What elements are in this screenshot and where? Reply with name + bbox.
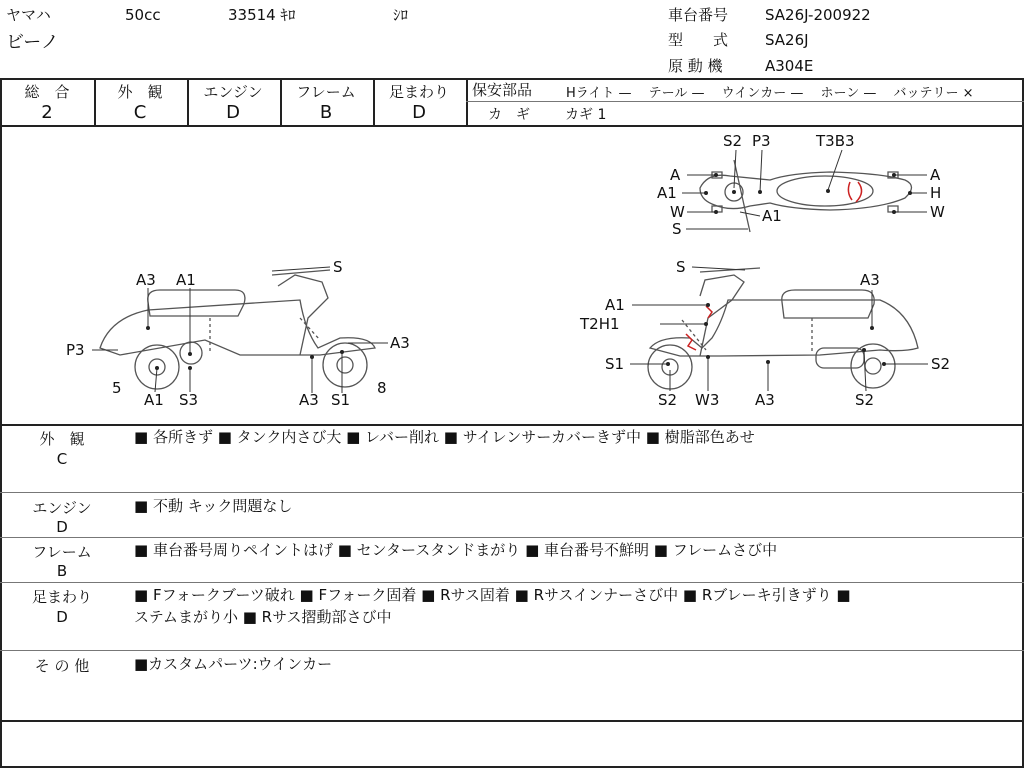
marker-dots — [146, 173, 912, 370]
safety-label: 保安部品 — [472, 81, 533, 99]
section-text: ■ 各所きず ■ タンク内さび大 ■ レバー削れ ■ サイレンサーカバーきず中 ■ 樹脂部色あせ — [134, 428, 755, 446]
diagram-label: S — [676, 258, 686, 276]
diagram-label: W — [930, 203, 945, 221]
safety-divider — [466, 101, 1024, 102]
engine-value: A304E — [765, 57, 814, 75]
mileage: 33514 ｷﾛ — [228, 6, 296, 24]
diagram-label: S2 — [931, 355, 951, 373]
section-label: エンジン — [32, 499, 92, 517]
diagram-label: W3 — [695, 391, 720, 409]
section-label: 足まわり — [31, 588, 92, 606]
diagram-label: 8 — [377, 379, 387, 397]
rule-section — [0, 537, 1024, 538]
section-text: ■ Fフォークブーツ破れ ■ Fフォーク固着 ■ Rサス固着 ■ Rサスインナーさび中 ■ Rブレーキ引きずり ■ — [134, 586, 851, 604]
rule-section — [0, 582, 1024, 583]
grade-value: B — [319, 102, 333, 123]
diagram-label: 5 — [112, 379, 122, 397]
section-text: ■ 車台番号周りペイントはげ ■ センタースタンドまがり ■ 車台番号不鮮明 ■ フレームさび中 — [134, 541, 778, 559]
section-text: ■カスタムパーツ:ウインカー — [134, 655, 333, 673]
section-text: ■ 不動 キック問題なし — [134, 497, 293, 515]
color: ｼﾛ — [393, 6, 409, 24]
damage-diagram — [0, 126, 1024, 424]
diagram-label: A3 — [390, 334, 410, 352]
scooter-top-view — [700, 160, 912, 232]
diagram-label: S2 — [855, 391, 875, 409]
diagram-label: S — [672, 220, 682, 238]
grade-label: 外 観 — [117, 83, 163, 101]
frame-no-label: 車台番号 — [668, 6, 729, 24]
rule-top — [0, 78, 1024, 80]
model-name: ビーノ — [6, 32, 59, 53]
section-text-continued: ステムまがり小 ■ Rサス摺動部さび中 — [134, 608, 392, 626]
displacement: 50cc — [125, 6, 161, 24]
diagram-label: T2H1 — [580, 315, 620, 333]
rule-section — [0, 650, 1024, 651]
rule-bottom — [0, 720, 1024, 722]
diagram-label: A3 — [299, 391, 319, 409]
diagram-label: A1 — [144, 391, 164, 409]
section-label: そ の 他 — [34, 657, 90, 675]
grade-value: D — [412, 102, 426, 123]
diagram-label: A1 — [657, 184, 677, 202]
engine-label: 原 動 機 — [668, 57, 723, 75]
diagram-label: W — [670, 203, 685, 221]
grade-value: D — [226, 102, 240, 123]
frame-no-value: SA26J-200922 — [765, 6, 871, 24]
grade-value: 2 — [41, 102, 53, 123]
key-label: カ ギ — [488, 107, 530, 123]
grade-label: エンジン — [203, 83, 263, 101]
diagram-label: A1 — [605, 296, 625, 314]
type-label: 型 式 — [668, 31, 729, 49]
diagram-label: S2 — [723, 132, 743, 150]
rule-section — [0, 492, 1024, 493]
diagram-label: S — [333, 258, 343, 276]
safety-items: Hライト — テール — ウインカー — ホーン — バッテリー × — [566, 86, 974, 101]
leader-lines — [92, 150, 928, 393]
diagram-label: A3 — [136, 271, 156, 289]
left-view-labels — [66, 258, 410, 409]
diagram-label: P3 — [752, 132, 771, 150]
diagram-label: T3B3 — [816, 132, 855, 150]
section-grade: C — [56, 450, 68, 468]
grade-label: 足まわり — [388, 83, 449, 101]
diagram-label: S2 — [658, 391, 678, 409]
diagram-label: A3 — [755, 391, 775, 409]
section-label: フレーム — [32, 543, 92, 561]
grade-value: C — [133, 102, 147, 123]
diagram-label: S1 — [605, 355, 625, 373]
maker: ヤマハ — [6, 6, 51, 24]
diagram-label: A — [930, 166, 941, 184]
diagram-label: S3 — [179, 391, 199, 409]
section-grade: D — [56, 518, 68, 536]
grade-divider — [466, 78, 468, 126]
diagram-label: S1 — [331, 391, 351, 409]
grade-label: フレーム — [296, 83, 356, 101]
diagram-label: A1 — [762, 207, 782, 225]
type-value: SA26J — [765, 31, 809, 49]
key-value: カギ 1 — [565, 107, 607, 123]
diagram-label: A — [670, 166, 681, 184]
diagram-label: P3 — [66, 341, 85, 359]
right-view-labels — [579, 258, 950, 409]
top-view-labels — [657, 132, 945, 238]
diagram-label: H — [930, 184, 942, 202]
section-grade: B — [56, 562, 68, 580]
section-label: 外 観 — [39, 430, 85, 448]
section-grade: D — [56, 608, 68, 626]
diagram-label: A3 — [860, 271, 880, 289]
diagram-label: A1 — [176, 271, 196, 289]
grade-label: 総 合 — [24, 83, 70, 101]
